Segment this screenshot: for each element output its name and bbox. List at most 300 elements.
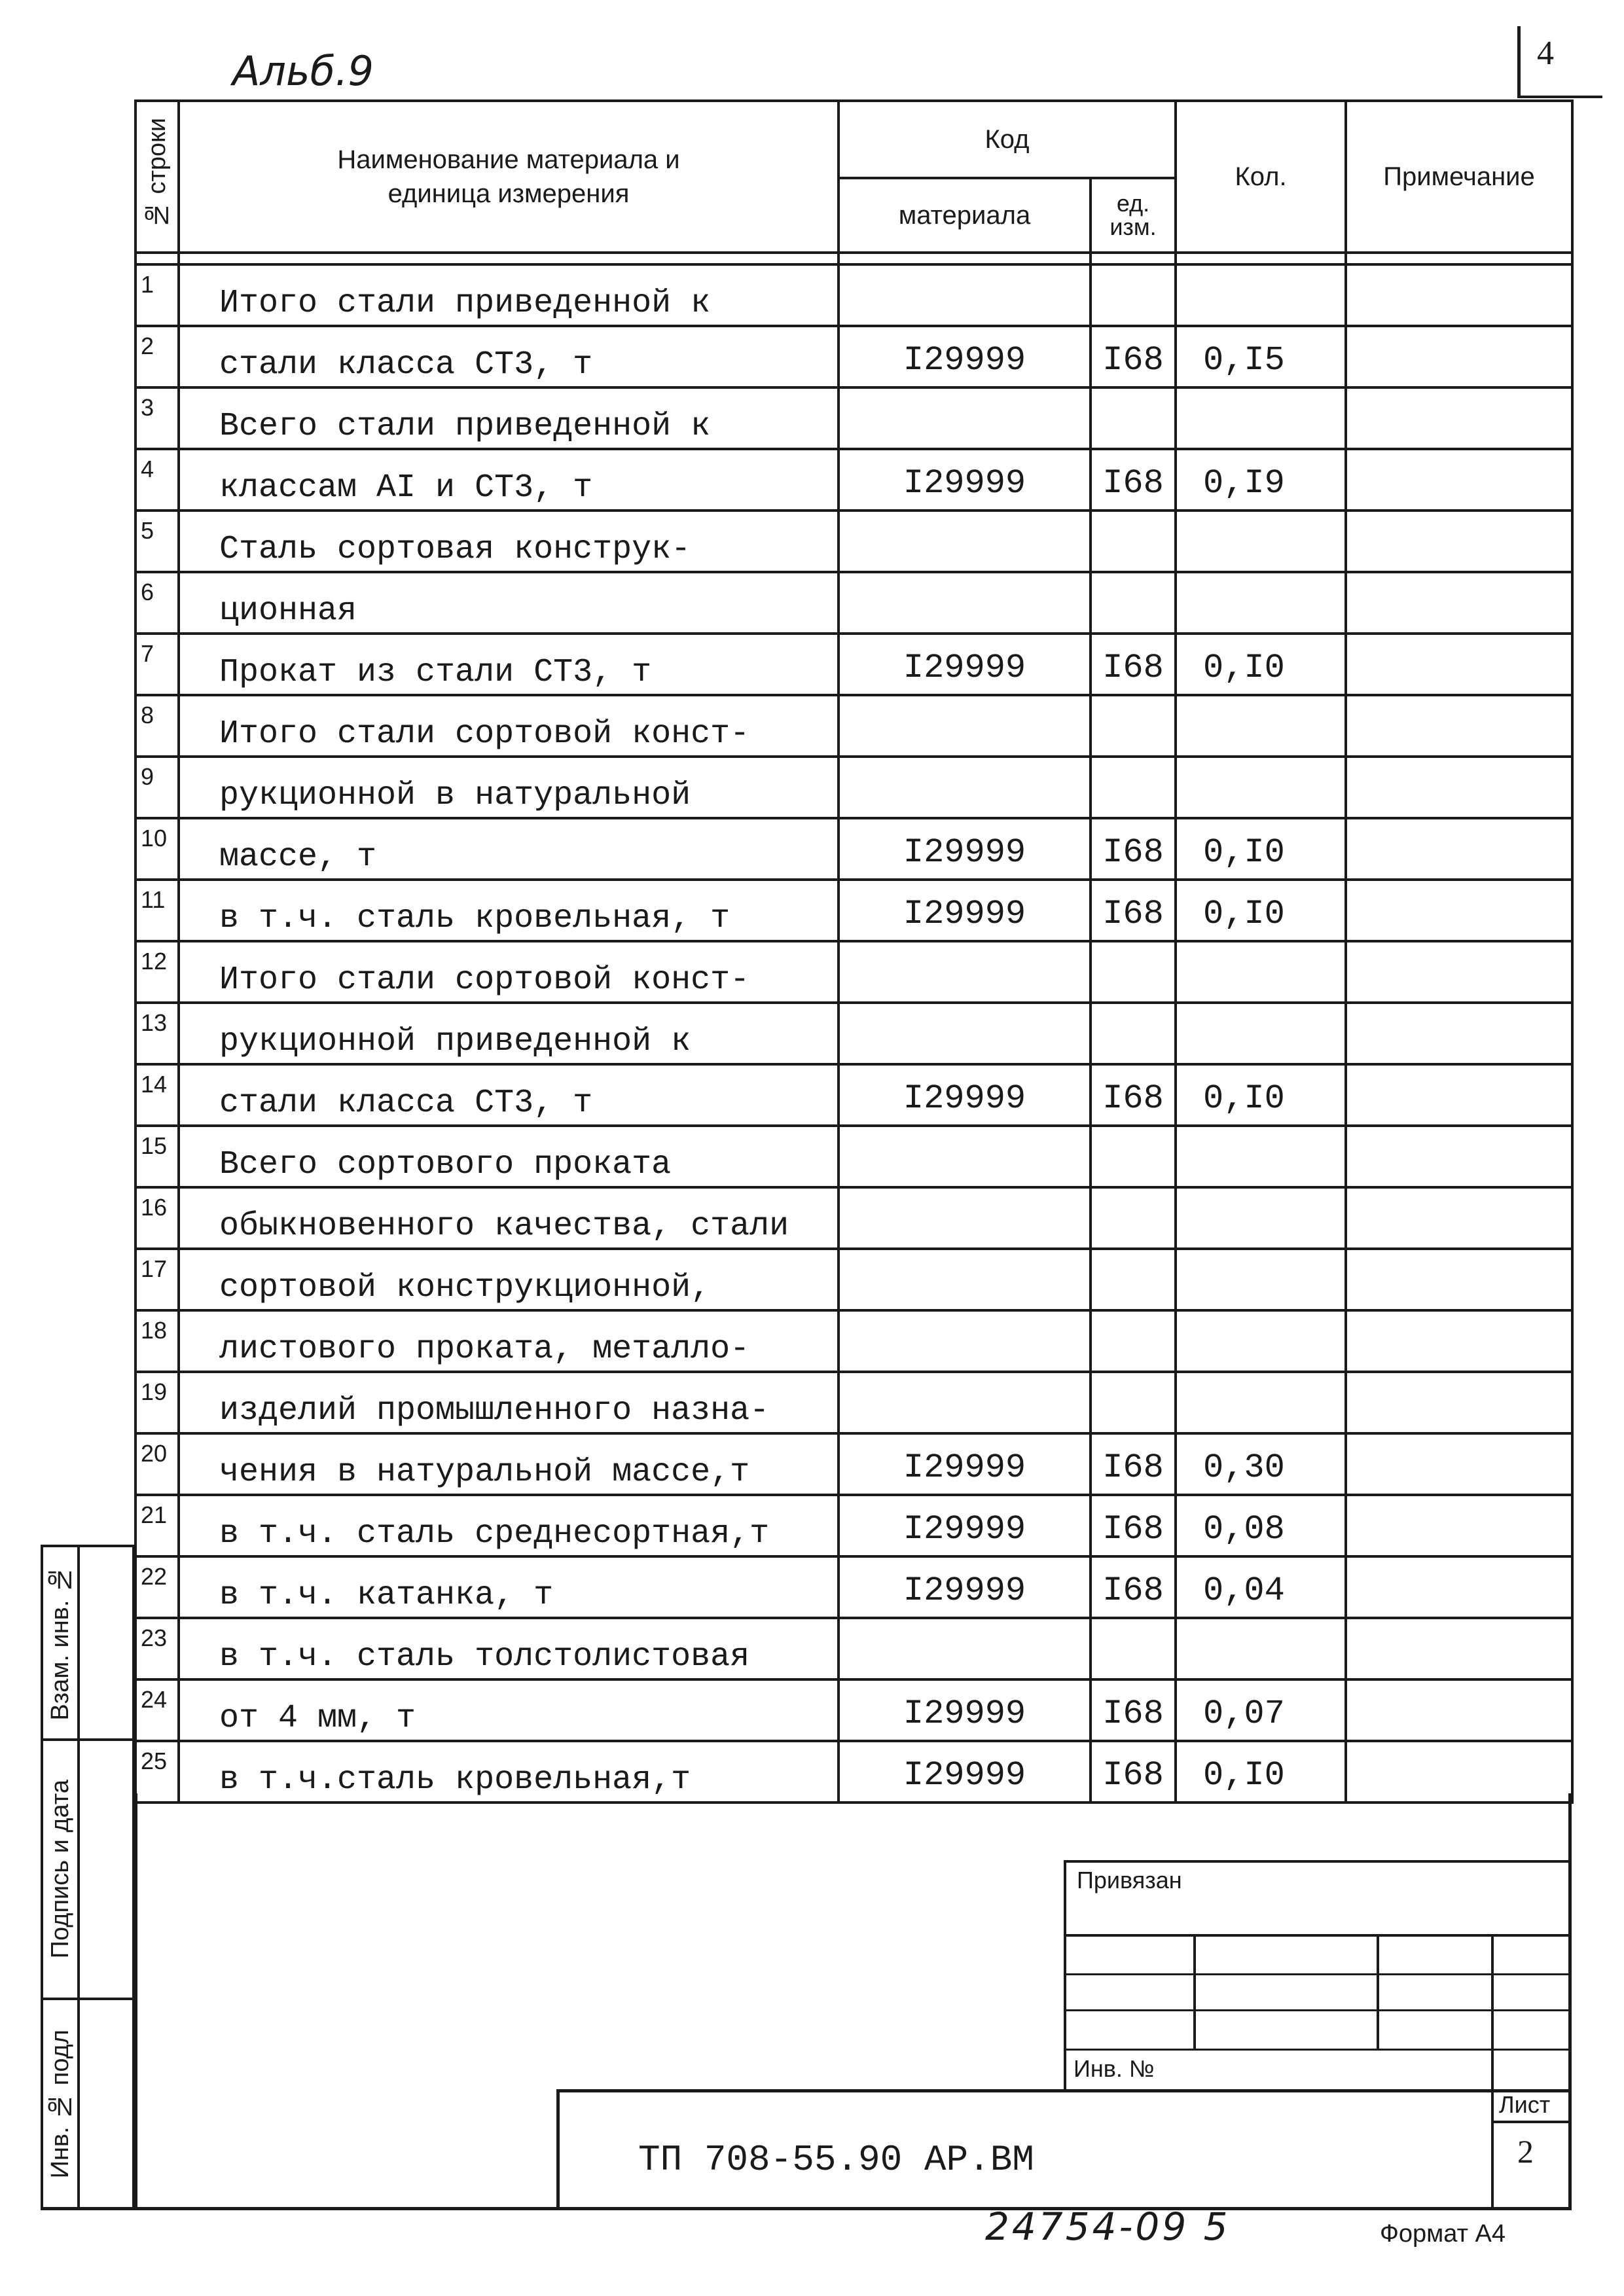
note-cell <box>1346 695 1572 757</box>
table-row <box>135 1741 1572 1803</box>
header-note: Примечание <box>1346 101 1572 253</box>
material-name-cell <box>179 1064 839 1126</box>
quantity-cell <box>1176 326 1346 387</box>
unit-code-cell <box>1091 1310 1176 1372</box>
row-number-cell <box>135 1618 179 1679</box>
row-number-cell-text: 24 <box>141 1686 168 1713</box>
row-number-cell <box>135 695 179 757</box>
corner-page-number: 4 <box>1537 35 1554 72</box>
row-number-cell-text: 25 <box>141 1748 168 1774</box>
album-label: Альб.9 <box>232 47 374 95</box>
inv-no-label: Инв. № <box>1074 2055 1155 2082</box>
material-code-cell-text: I29999 <box>903 1448 1026 1487</box>
table-row <box>135 1003 1572 1064</box>
quantity-cell <box>1176 1064 1346 1126</box>
unit-code-cell <box>1091 757 1176 818</box>
row-number-cell <box>135 572 179 634</box>
row-number-cell-text: 20 <box>141 1440 168 1467</box>
material-code-cell <box>839 1187 1091 1249</box>
sheet-divider <box>1491 2121 1571 2123</box>
header-spacer <box>839 253 1091 264</box>
unit-code-cell-text: I68 <box>1102 1079 1164 1118</box>
unit-code-cell-text: I68 <box>1102 341 1164 380</box>
row-number-cell-text: 9 <box>141 763 154 790</box>
note-cell <box>1346 1741 1572 1803</box>
quantity-cell-text: 0,04 <box>1203 1571 1285 1610</box>
material-code-cell <box>839 695 1091 757</box>
unit-code-cell <box>1091 511 1176 572</box>
unit-code-cell <box>1091 818 1176 880</box>
table-row <box>135 634 1572 695</box>
table-row <box>135 326 1572 387</box>
format-label: Формат А4 <box>1380 2220 1506 2248</box>
quantity-cell <box>1176 818 1346 880</box>
row-number-cell <box>135 1310 179 1372</box>
material-code-cell-text: I29999 <box>903 833 1026 872</box>
table-row <box>135 1187 1572 1249</box>
material-name-cell-text: рукционной приведенной к <box>219 1023 691 1060</box>
note-cell <box>1346 1064 1572 1126</box>
material-name-cell <box>179 818 839 880</box>
row-number-cell-text: 6 <box>141 579 154 605</box>
table-row <box>135 387 1572 449</box>
quantity-cell <box>1176 1187 1346 1249</box>
unit-code-cell <box>1091 1741 1176 1803</box>
material-name-cell <box>179 1249 839 1310</box>
material-code-cell <box>839 449 1091 511</box>
table-row <box>135 1433 1572 1495</box>
table-row <box>135 511 1572 572</box>
unit-code-cell <box>1091 941 1176 1003</box>
note-cell <box>1346 634 1572 695</box>
table-row <box>135 1556 1572 1618</box>
material-name-cell-text: стали класса СТ3, т <box>219 346 593 384</box>
table-row <box>135 1310 1572 1372</box>
quantity-cell <box>1176 1741 1346 1803</box>
strip-signature-date-field <box>80 1738 135 2000</box>
row-number-cell <box>135 387 179 449</box>
tb-row-3 <box>1064 2009 1571 2011</box>
material-code-cell <box>839 1741 1091 1803</box>
row-number-cell-text: 19 <box>141 1378 168 1405</box>
note-cell <box>1346 1679 1572 1741</box>
row-number-cell-text: 18 <box>141 1317 168 1344</box>
table-row <box>135 1679 1572 1741</box>
unit-code-cell <box>1091 1618 1176 1679</box>
material-code-cell-text: I29999 <box>903 1571 1026 1610</box>
strip-inv-original-label: Инв. № подл <box>46 2029 74 2179</box>
quantity-cell <box>1176 1618 1346 1679</box>
material-name-cell <box>179 880 839 941</box>
material-code-cell-text: I29999 <box>903 895 1026 933</box>
header-code-group: Код <box>839 101 1176 178</box>
header-spacer <box>1091 253 1176 264</box>
row-number-cell-text: 22 <box>141 1563 168 1590</box>
note-cell <box>1346 1003 1572 1064</box>
material-name-cell <box>179 572 839 634</box>
material-name-cell <box>179 1495 839 1556</box>
note-cell <box>1346 1126 1572 1187</box>
tb-main-top <box>556 2089 1571 2092</box>
material-code-cell <box>839 941 1091 1003</box>
material-name-cell <box>179 1310 839 1372</box>
table-row <box>135 880 1572 941</box>
header-row-number <box>135 101 179 253</box>
material-code-cell-text: I29999 <box>903 1079 1026 1118</box>
unit-code-cell-text: I68 <box>1102 895 1164 933</box>
material-code-cell-text: I29999 <box>903 649 1026 687</box>
tb-row-4 <box>1064 2049 1571 2051</box>
designation: ТП 708-55.90 АР.ВМ <box>638 2139 1034 2181</box>
strip-replace-inv <box>41 1545 80 1741</box>
material-code-cell <box>839 511 1091 572</box>
row-number-cell <box>135 1064 179 1126</box>
material-name-cell-text: изделий промышленного назна- <box>219 1392 770 1429</box>
unit-code-cell <box>1091 1372 1176 1433</box>
tb-top-upper <box>1064 1860 1571 1863</box>
material-name-cell <box>179 941 839 1003</box>
material-name-cell-text: чения в натуральной массе,т <box>219 1454 750 1491</box>
tb-vcol-2 <box>1377 1934 1379 2049</box>
row-number-cell <box>135 1495 179 1556</box>
material-name-cell-text: Сталь сортовая конструк- <box>219 531 691 568</box>
material-code-cell <box>839 634 1091 695</box>
unit-code-cell <box>1091 880 1176 941</box>
material-name-cell-text: в т.ч. сталь среднесортная,т <box>219 1515 770 1552</box>
unit-code-cell <box>1091 1556 1176 1618</box>
unit-code-cell <box>1091 1064 1176 1126</box>
quantity-cell <box>1176 449 1346 511</box>
material-name-cell-text: сортовой конструкционной, <box>219 1269 711 1306</box>
material-name-cell <box>179 387 839 449</box>
material-code-cell <box>839 1064 1091 1126</box>
note-cell <box>1346 1310 1572 1372</box>
corner-mark-line <box>1517 26 1521 98</box>
material-name-cell-text: в т.ч. сталь кровельная, т <box>219 900 731 937</box>
note-cell <box>1346 264 1572 326</box>
row-number-cell-text: 5 <box>141 517 154 544</box>
note-cell <box>1346 757 1572 818</box>
header-material-code: материала <box>839 178 1091 253</box>
strip-signature-date-label: Подпись и дата <box>46 1780 74 1959</box>
note-cell <box>1346 572 1572 634</box>
material-code-cell <box>839 1372 1091 1433</box>
row-number-cell-text: 10 <box>141 825 168 852</box>
quantity-cell <box>1176 1003 1346 1064</box>
unit-code-cell-text: I68 <box>1102 1571 1164 1610</box>
quantity-cell-text: 0,08 <box>1203 1510 1285 1549</box>
tb-row-1 <box>1064 1934 1571 1937</box>
material-name-cell <box>179 511 839 572</box>
quantity-cell <box>1176 941 1346 1003</box>
material-code-cell <box>839 880 1091 941</box>
unit-code-cell-text: I68 <box>1102 833 1164 872</box>
quantity-cell <box>1176 511 1346 572</box>
table-row <box>135 264 1572 326</box>
strip-replace-inv-label: Взам. инв. № <box>46 1565 74 1721</box>
quantity-cell <box>1176 1126 1346 1187</box>
unit-code-cell-text: I68 <box>1102 1510 1164 1549</box>
row-number-cell <box>135 1433 179 1495</box>
quantity-cell-text: 0,30 <box>1203 1448 1285 1487</box>
row-number-cell-text: 2 <box>141 332 154 359</box>
note-cell <box>1346 387 1572 449</box>
quantity-cell-text: 0,I0 <box>1203 833 1285 872</box>
material-code-cell <box>839 1679 1091 1741</box>
material-name-cell-text: листового проката, металло- <box>219 1331 750 1368</box>
material-name-cell <box>179 1556 839 1618</box>
unit-code-cell <box>1091 449 1176 511</box>
quantity-cell-text: 0,I0 <box>1203 895 1285 933</box>
table-row <box>135 818 1572 880</box>
material-code-cell <box>839 264 1091 326</box>
table-row <box>135 757 1572 818</box>
row-number-cell <box>135 880 179 941</box>
material-code-cell <box>839 1556 1091 1618</box>
quantity-cell <box>1176 1679 1346 1741</box>
material-name-cell <box>179 1618 839 1679</box>
material-code-cell <box>839 572 1091 634</box>
sheet-label: Лист <box>1499 2091 1551 2118</box>
unit-code-cell <box>1091 1495 1176 1556</box>
row-number-cell <box>135 1741 179 1803</box>
unit-code-cell <box>1091 264 1176 326</box>
unit-code-cell-text: I68 <box>1102 1756 1164 1795</box>
table-row <box>135 1618 1572 1679</box>
table-row <box>135 1249 1572 1310</box>
material-name-cell <box>179 326 839 387</box>
note-cell <box>1346 1433 1572 1495</box>
top-right-rule <box>1517 96 1602 98</box>
row-number-cell <box>135 757 179 818</box>
header-spacer <box>1176 253 1346 264</box>
strip-inv-original <box>41 1998 80 2210</box>
strip-inv-original-field <box>80 1998 135 2210</box>
quantity-cell-text: 0,I5 <box>1203 341 1285 380</box>
bound-label: Привязан <box>1077 1867 1182 1893</box>
table-row <box>135 572 1572 634</box>
material-name-cell-text: Итого стали сортовой конст- <box>219 961 750 999</box>
material-name-cell <box>179 695 839 757</box>
note-cell <box>1346 1187 1572 1249</box>
note-cell <box>1346 1372 1572 1433</box>
material-code-cell <box>839 1249 1091 1310</box>
material-name-cell-text: в т.ч. катанка, т <box>219 1577 554 1614</box>
note-cell <box>1346 1495 1572 1556</box>
material-name-cell-text: в т.ч. сталь толстолистовая <box>219 1638 750 1676</box>
unit-code-cell <box>1091 634 1176 695</box>
tb-left-upper <box>1064 1860 1066 2092</box>
strip-replace-inv-field <box>80 1545 135 1741</box>
material-name-cell-text: в т.ч.сталь кровельная,т <box>219 1761 691 1799</box>
row-number-cell <box>135 941 179 1003</box>
quantity-cell <box>1176 1310 1346 1372</box>
material-name-cell <box>179 264 839 326</box>
unit-code-cell <box>1091 1433 1176 1495</box>
material-name-cell <box>179 1741 839 1803</box>
header-qty: Кол. <box>1176 101 1346 253</box>
material-name-cell <box>179 1679 839 1741</box>
unit-code-cell-text: I68 <box>1102 1695 1164 1733</box>
material-name-cell <box>179 1372 839 1433</box>
quantity-cell <box>1176 1495 1346 1556</box>
material-code-cell-text: I29999 <box>903 1756 1026 1795</box>
quantity-cell <box>1176 1556 1346 1618</box>
quantity-cell-text: 0,I9 <box>1203 464 1285 503</box>
row-number-cell <box>135 511 179 572</box>
frame-bottom <box>41 2207 1572 2210</box>
quantity-cell-text: 0,I0 <box>1203 1079 1285 1118</box>
frame-right <box>1568 1793 1572 2209</box>
material-name-cell-text: рукционной в натуральной <box>219 777 691 814</box>
row-number-cell <box>135 1126 179 1187</box>
row-number-cell <box>135 1249 179 1310</box>
unit-code-cell-text: I68 <box>1102 464 1164 503</box>
quantity-cell <box>1176 880 1346 941</box>
row-number-cell-text: 23 <box>141 1624 168 1651</box>
material-code-cell <box>839 818 1091 880</box>
quantity-cell <box>1176 757 1346 818</box>
material-code-cell-text: I29999 <box>903 341 1026 380</box>
material-name-cell-text: обыкновенного качества, стали <box>219 1208 789 1245</box>
tb-row-2 <box>1064 1973 1571 1975</box>
row-number-cell <box>135 1556 179 1618</box>
material-name-cell-text: Итого стали приведенной к <box>219 285 711 322</box>
material-code-cell <box>839 1433 1091 1495</box>
header-spacer <box>179 253 839 264</box>
unit-code-cell <box>1091 387 1176 449</box>
row-number-cell <box>135 1187 179 1249</box>
row-number-cell-text: 4 <box>141 456 154 482</box>
unit-code-cell <box>1091 1249 1176 1310</box>
note-cell <box>1346 511 1572 572</box>
note-cell <box>1346 941 1572 1003</box>
row-number-cell-text: 21 <box>141 1501 168 1528</box>
table-row <box>135 941 1572 1003</box>
row-number-cell <box>135 264 179 326</box>
sheet-number: 2 <box>1517 2133 1534 2170</box>
quantity-cell <box>1176 695 1346 757</box>
unit-code-cell <box>1091 1187 1176 1249</box>
note-cell <box>1346 449 1572 511</box>
header-row-number-label: № строки <box>143 118 171 229</box>
note-cell <box>1346 326 1572 387</box>
material-code-cell <box>839 1495 1091 1556</box>
spec-body <box>135 264 1572 1803</box>
note-cell <box>1346 1556 1572 1618</box>
unit-code-cell <box>1091 695 1176 757</box>
row-number-cell <box>135 1003 179 1064</box>
strip-signature-date <box>41 1738 80 2000</box>
header-unit-code: ед. изм. <box>1091 178 1176 253</box>
table-row <box>135 1495 1572 1556</box>
table-row <box>135 1126 1572 1187</box>
material-code-cell-text: I29999 <box>903 1510 1026 1549</box>
quantity-cell <box>1176 1249 1346 1310</box>
spec-table <box>134 99 1574 1804</box>
quantity-cell-text: 0,I0 <box>1203 1756 1285 1795</box>
row-number-cell-text: 15 <box>141 1132 168 1159</box>
quantity-cell <box>1176 264 1346 326</box>
table-row <box>135 1064 1572 1126</box>
unit-code-cell <box>1091 1126 1176 1187</box>
unit-code-cell-text: I68 <box>1102 649 1164 687</box>
material-name-cell-text: Всего сортового проката <box>219 1146 672 1183</box>
material-name-cell-text: классам АI и СТ3, т <box>219 469 593 507</box>
material-code-cell <box>839 1310 1091 1372</box>
note-cell <box>1346 880 1572 941</box>
row-number-cell-text: 1 <box>141 271 154 298</box>
row-number-cell-text: 14 <box>141 1071 168 1098</box>
header-spacer <box>1346 253 1572 264</box>
header-name <box>179 101 839 253</box>
table-row <box>135 695 1572 757</box>
row-number-cell <box>135 326 179 387</box>
note-cell <box>1346 1618 1572 1679</box>
row-number-cell-text: 16 <box>141 1194 168 1221</box>
material-name-cell-text: Всего стали приведенной к <box>219 408 711 445</box>
material-name-cell <box>179 634 839 695</box>
unit-code-cell <box>1091 572 1176 634</box>
quantity-cell-text: 0,I0 <box>1203 649 1285 687</box>
material-code-cell-text: I29999 <box>903 464 1026 503</box>
material-code-cell <box>839 326 1091 387</box>
tb-vcol-3 <box>1491 1934 1494 2209</box>
unit-code-cell <box>1091 1679 1176 1741</box>
material-code-cell <box>839 1003 1091 1064</box>
handwritten-number: 24754-09 5 <box>985 2204 1231 2249</box>
row-number-cell-text: 12 <box>141 948 168 975</box>
tb-vcol-1 <box>1193 1934 1196 2049</box>
row-number-cell-text: 13 <box>141 1009 168 1036</box>
quantity-cell <box>1176 387 1346 449</box>
material-name-cell-text: Итого стали сортовой конст- <box>219 715 750 753</box>
row-number-cell <box>135 818 179 880</box>
row-number-cell <box>135 1679 179 1741</box>
material-code-cell <box>839 387 1091 449</box>
row-number-cell-text: 7 <box>141 640 154 667</box>
material-code-cell <box>839 1618 1091 1679</box>
quantity-cell <box>1176 1372 1346 1433</box>
unit-code-cell-text: I68 <box>1102 1448 1164 1487</box>
row-number-cell <box>135 634 179 695</box>
row-number-cell <box>135 449 179 511</box>
material-name-cell-text: стали класса СТ3, т <box>219 1085 593 1122</box>
header-name-label: Наименование материала и единица измерения <box>337 145 680 208</box>
note-cell <box>1346 818 1572 880</box>
material-code-cell-text: I29999 <box>903 1695 1026 1733</box>
table-row <box>135 449 1572 511</box>
unit-code-cell <box>1091 1003 1176 1064</box>
header-spacer <box>135 253 179 264</box>
material-name-cell <box>179 1126 839 1187</box>
material-name-cell-text: ционная <box>219 592 357 630</box>
tb-main-left <box>556 2089 560 2209</box>
material-name-cell <box>179 449 839 511</box>
row-number-cell-text: 8 <box>141 702 154 728</box>
material-name-cell <box>179 1003 839 1064</box>
note-cell <box>1346 1249 1572 1310</box>
row-number-cell <box>135 1372 179 1433</box>
unit-code-cell <box>1091 326 1176 387</box>
row-number-cell-text: 17 <box>141 1255 168 1282</box>
quantity-cell <box>1176 1433 1346 1495</box>
row-number-cell-text: 11 <box>141 886 166 913</box>
material-name-cell <box>179 757 839 818</box>
material-code-cell <box>839 1126 1091 1187</box>
material-name-cell-text: Прокат из стали СТ3, т <box>219 654 652 691</box>
quantity-cell-text: 0,07 <box>1203 1695 1285 1733</box>
